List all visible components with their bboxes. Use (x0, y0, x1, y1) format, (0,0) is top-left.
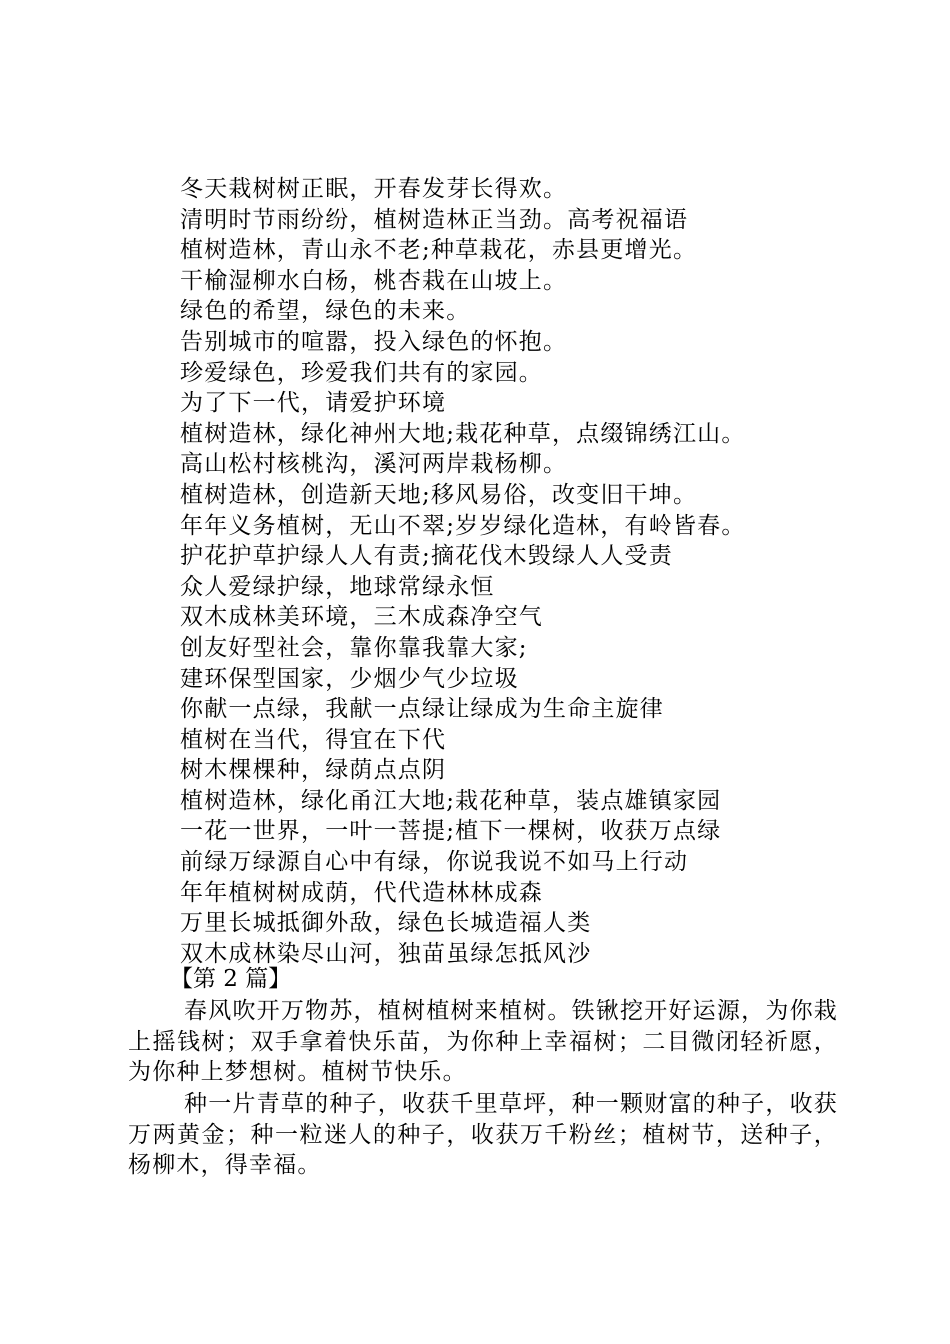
body-paragraph: 春风吹开万物苏，植树植树来植树。铁锹挖开好运源，为你栽上摇钱树；双手拿着快乐苗，为你种上幸福树；二目微闭轻祈愿，为你种上梦想树。植树节快乐。 (128, 998, 838, 1085)
slogan-line: 植树造林，创造新天地;移风易俗，改变旧干坤。 (180, 481, 698, 508)
slogan-line: 树木棵棵种，绿荫点点阴 (180, 757, 447, 784)
slogan-line: 高山松村核桃沟，溪河两岸栽杨柳。 (180, 451, 568, 478)
body-paragraph: 种一片青草的种子，收获千里草坪，种一颗财富的种子，收获万两黄金；种一粒迷人的种子，收获万千粉丝；植树节，送种子，杨柳木，得幸福。 (128, 1091, 838, 1178)
slogan-line: 植树造林，青山永不老;种草栽花，赤县更增光。 (180, 237, 698, 264)
slogan-line: 双木成林美环境，三木成森净空气 (180, 604, 543, 631)
slogan-line: 年年义务植树，无山不翠;岁岁绿化造林，有岭皆春。 (180, 512, 746, 539)
slogan-line: 植树造林，绿化甬江大地;栽花种草，装点雄镇家园 (180, 787, 722, 814)
section-heading: 【第 2 篇】 (170, 966, 292, 992)
slogan-line: 前绿万绿源自心中有绿，你说我说不如马上行动 (180, 849, 689, 876)
slogan-line: 为了下一代，请爱护环境 (180, 390, 447, 417)
slogan-line: 冬天栽树树正眠，开春发芽长得欢。 (180, 176, 568, 202)
slogan-line: 绿色的希望，绿色的未来。 (180, 298, 471, 325)
slogan-line: 干榆湿柳水白杨，桃杏栽在山坡上。 (180, 267, 568, 294)
slogan-line: 创友好型社会，靠你靠我靠大家; (180, 634, 528, 661)
slogan-line: 清明时节雨纷纷，植树造林正当劲。高考祝福语 (180, 206, 689, 233)
slogan-list (180, 174, 746, 969)
slogan-line: 你献一点绿，我献一点绿让绿成为生命主旋律 (180, 696, 664, 723)
slogan-line: 双木成林染尽山河，独苗虽绿怎抵风沙 (180, 940, 592, 967)
slogan-line: 珍爱绿色，珍爱我们共有的家园。 (180, 359, 543, 386)
slogan-line: 告别城市的喧嚣，投入绿色的怀抱。 (180, 328, 568, 355)
slogan-line: 植树在当代，得宜在下代 (180, 726, 447, 753)
slogan-line: 护花护草护绿人人有责;摘花伐木毁绿人人受责 (180, 543, 673, 570)
slogan-line: 年年植树树成荫，代代造林林成森 (180, 879, 543, 906)
slogan-line: 万里长城抵御外敌，绿色长城造福人类 (180, 910, 592, 937)
slogan-line: 建环保型国家，少烟少气少垃圾 (180, 665, 519, 692)
slogan-line: 植树造林，绿化神州大地;栽花种草，点缀锦绣江山。 (180, 420, 746, 447)
slogan-line: 一花一世界，一叶一菩提;植下一棵树，收获万点绿 (180, 818, 722, 845)
slogan-line: 众人爱绿护绿，地球常绿永恒 (180, 573, 495, 600)
